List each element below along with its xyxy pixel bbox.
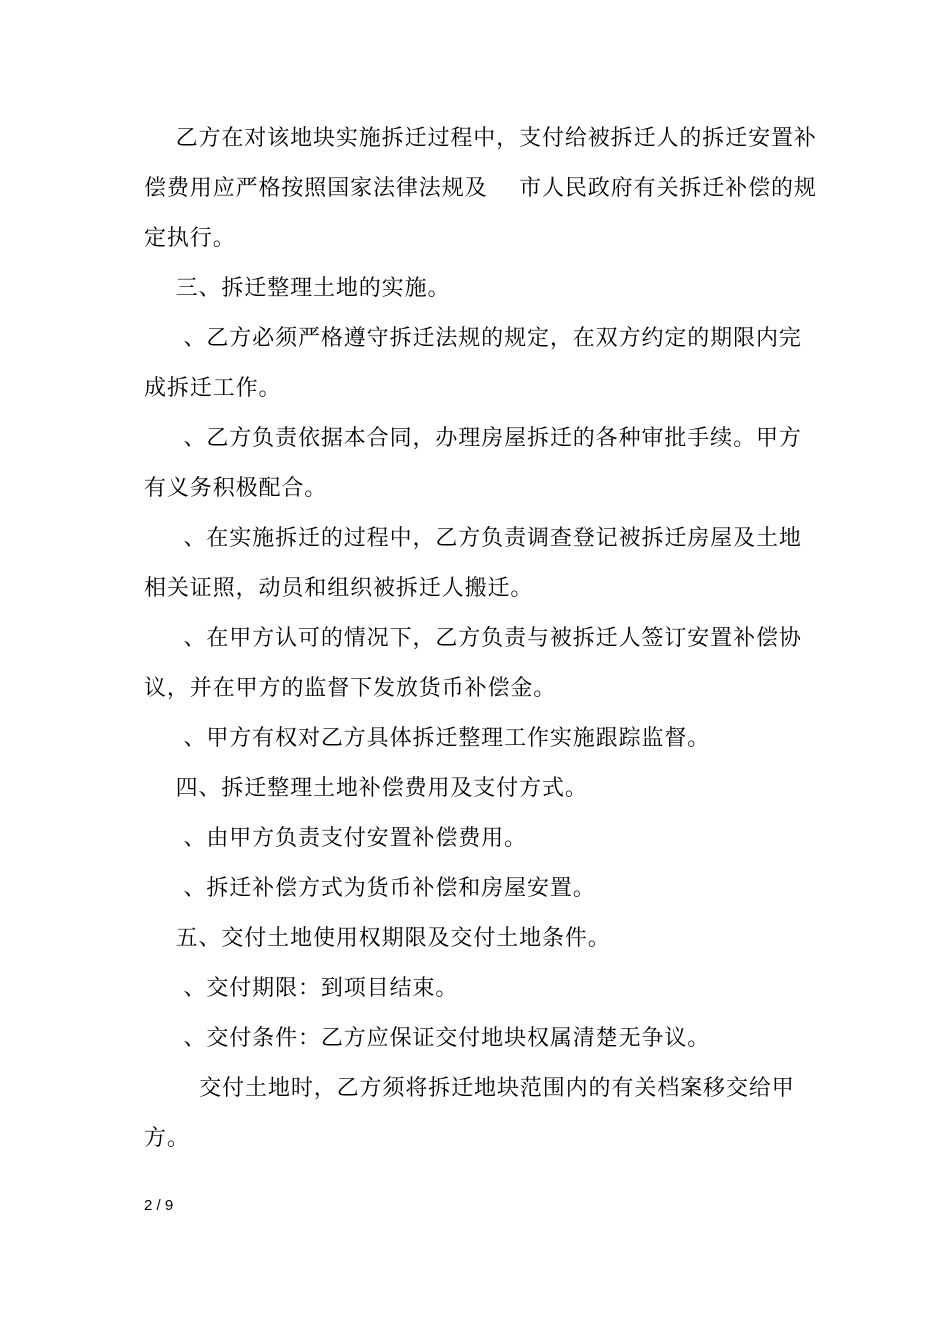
text-line: 、交付期限：到项目结束。	[144, 976, 459, 1001]
text-line: 、甲方有权对乙方具体拆迁整理工作实施跟踪监督。	[144, 726, 711, 751]
text-line: 定执行。	[144, 226, 236, 251]
text-line: 有义务积极配合。	[144, 476, 328, 501]
text-line: 议，并在甲方的监督下发放货币补偿金。	[144, 676, 557, 701]
text-line: 、在甲方认可的情况下，乙方负责与被拆迁人签订安置补偿协	[144, 626, 802, 651]
text-line: 、由甲方负责支付安置补偿费用。	[144, 826, 527, 851]
text-line: 、拆迁补偿方式为货币补偿和房屋安置。	[144, 876, 596, 901]
text-line: 、乙方必须严格遵守拆迁法规的规定，在双方约定的期限内完	[144, 326, 802, 351]
section-heading: 五、交付土地使用权期限及交付土地条件。	[144, 926, 611, 951]
section-heading: 四、拆迁整理土地补偿费用及支付方式。	[144, 776, 588, 801]
text-line: 、交付条件：乙方应保证交付地块权属清楚无争议。	[144, 1026, 711, 1051]
text-line: 偿费用应严格按照国家法律法规及 市人民政府有关拆迁补偿的规	[144, 176, 817, 201]
text-line: 交付土地时，乙方须将拆迁地块范围内的有关档案移交给甲	[144, 1076, 795, 1101]
text-line: 相关证照，动员和组织被拆迁人搬迁。	[144, 576, 534, 601]
text-line: 、乙方负责依据本合同，办理房屋拆迁的各种审批手续。甲方	[144, 426, 802, 451]
section-heading: 三、拆迁整理土地的实施。	[144, 276, 451, 301]
text-line: 、在实施拆迁的过程中，乙方负责调查登记被拆迁房屋及土地	[144, 526, 802, 551]
page-number: 2 / 9	[144, 1197, 174, 1214]
text-line: 乙方在对该地块实施拆迁过程中，支付给被拆迁人的拆迁安置补	[144, 126, 817, 151]
text-line: 成拆迁工作。	[144, 376, 282, 401]
text-line: 方。	[144, 1126, 190, 1151]
